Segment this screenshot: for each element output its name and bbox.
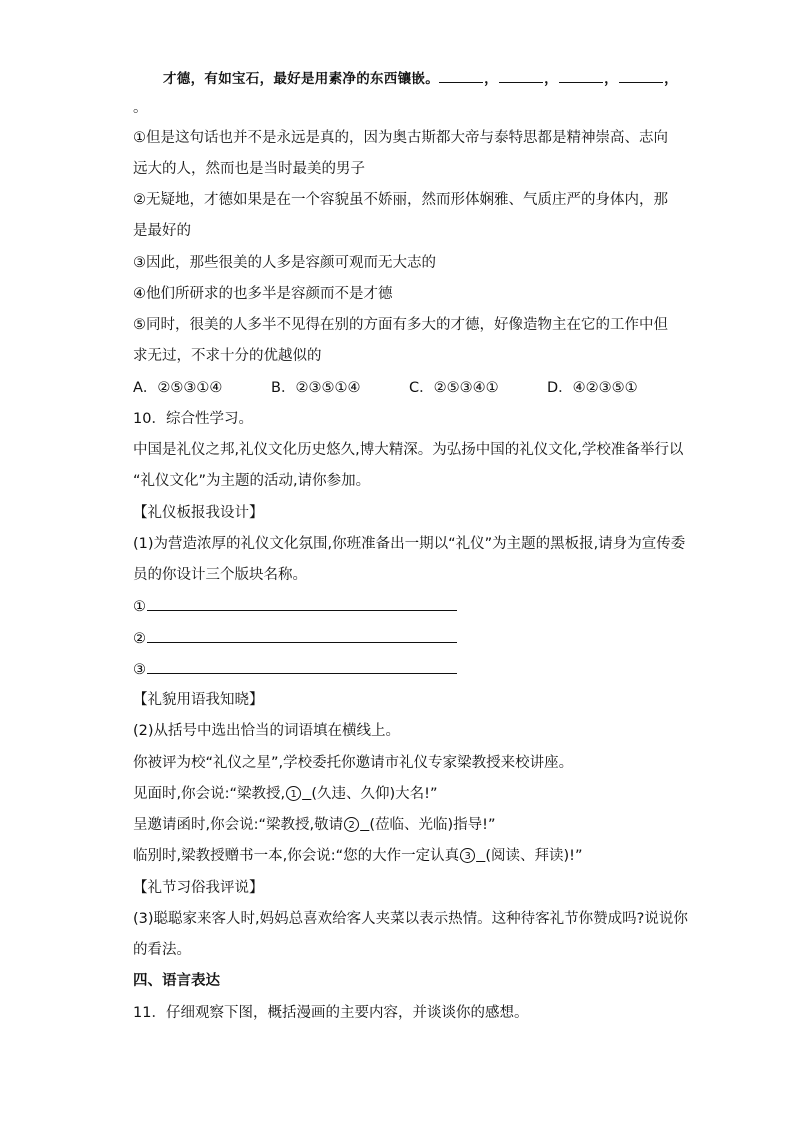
q11-text: 11．仔细观察下图，概括漫画的主要内容，并谈谈你的感想。 xyxy=(133,1005,529,1021)
answer-blank-1[interactable] xyxy=(147,596,457,611)
q9-sentence-1a: ①但是这句话也并不是永远是真的，因为奥古斯都大帝与泰特思都是精神崇高、志向 xyxy=(133,130,668,146)
comma: ， xyxy=(544,71,558,87)
q9-sentence-2b: 是最好的 xyxy=(133,223,191,239)
part1-title: 【礼仪板报我设计】 xyxy=(133,505,264,521)
part2-line-3 xyxy=(133,846,582,866)
answer-blank-2[interactable] xyxy=(147,628,457,643)
circled-number-2: 2 xyxy=(344,817,359,832)
q9-blank-2 xyxy=(499,68,543,83)
q9-sentence-2a: ②无疑地，才德如果是在一个容貌虽不娇丽，然而形体娴雅、气质庄严的身体内，那 xyxy=(133,192,668,208)
comma: ， xyxy=(604,71,618,87)
line-2-choices: (莅临、光临)指导!” xyxy=(369,817,496,833)
q9-options xyxy=(133,378,638,398)
option-c[interactable]: C．②⑤③④① xyxy=(409,380,499,396)
part2-question: (2)从括号中选出恰当的词语填在横线上。 xyxy=(133,723,401,739)
answer-label-2: ② xyxy=(133,631,146,647)
line-1-text: 见面时,你会说:“梁教授, xyxy=(133,786,286,802)
q9-sentence-3: ③因此，那些很美的人多是容颜可观而无大志的 xyxy=(133,255,436,271)
answer-blank-3[interactable] xyxy=(147,659,457,674)
option-a[interactable]: A．②⑤③①④ xyxy=(133,380,223,396)
part1-question-b: 员的你设计三个版块名称。 xyxy=(133,567,307,583)
comma: ， xyxy=(484,71,498,87)
option-b[interactable]: B．②③⑤①④ xyxy=(271,380,361,396)
line-2-text: 呈邀请函时,你会说:“梁教授,敬请 xyxy=(133,817,344,833)
q9-sentence-1b: 远大的人，然而也是当时最美的男子 xyxy=(133,161,365,177)
part3-title: 【礼节习俗我评说】 xyxy=(133,880,264,896)
answer-line-3 xyxy=(133,659,457,680)
answer-line-1 xyxy=(133,596,457,617)
q10-heading: 10．综合性学习。 xyxy=(133,411,253,427)
line-3-text: 临别时,梁教授赠书一本,你会说:“您的大作一定认真 xyxy=(133,848,460,864)
section-4-heading: 四、语言表达 xyxy=(133,973,220,989)
q9-sentence-4: ④他们所研求的也多半是容颜而不是才德 xyxy=(133,286,393,302)
q9-blank-4 xyxy=(619,68,663,83)
part2-line-1 xyxy=(133,784,437,804)
fill-blank-2[interactable] xyxy=(343,817,369,833)
part3-question-b: 的看法。 xyxy=(133,942,191,958)
part2-line-2 xyxy=(133,815,495,835)
q9-sentence-5b: 求无过，不求十分的优越似的 xyxy=(133,348,322,364)
part2-title: 【礼貌用语我知晓】 xyxy=(133,692,264,708)
answer-line-2 xyxy=(133,628,457,649)
q9-sentence-line xyxy=(163,68,679,89)
fill-blank-1[interactable] xyxy=(285,786,311,802)
fill-blank-3[interactable] xyxy=(459,848,485,864)
q10-intro-a: 中国是礼仪之邦,礼仪文化历史悠久,博大精深。为弘扬中国的礼仪文化,学校准备举行以 xyxy=(133,442,684,458)
q10-intro-b: “礼仪文化”为主题的活动,请你参加。 xyxy=(133,473,371,489)
answer-label-3: ③ xyxy=(133,662,146,678)
part3-question-a: (3)聪聪家来客人时,妈妈总喜欢给客人夹菜以表示热情。这种待客礼节你赞成吗?说说你 xyxy=(133,911,688,927)
part1-question-a: (1)为营造浓厚的礼仪文化氛围,你班准备出一期以“礼仪”为主题的黑板报,请身为宣传委 xyxy=(133,536,686,552)
q9-sentence: 才德，有如宝石，最好是用素净的东西镶嵌。 xyxy=(163,71,439,87)
part2-context: 你被评为校“礼仪之星”,学校委托你邀请市礼仪专家梁教授来校讲座。 xyxy=(133,755,574,771)
comma: ， xyxy=(664,71,678,87)
answer-label-1: ① xyxy=(133,599,146,615)
q9-sentence-5a: ⑤同时，很美的人多半不见得在别的方面有多大的才德，好像造物主在它的工作中但 xyxy=(133,317,668,333)
circled-number-1: 1 xyxy=(286,786,301,801)
line-1-choices: (久违、久仰)大名!” xyxy=(311,786,438,802)
q9-tail: 。 xyxy=(133,100,148,116)
option-d[interactable]: D．④②③⑤① xyxy=(547,380,638,396)
q9-blank-3 xyxy=(559,68,603,83)
line-3-choices: (阅读、拜读)!” xyxy=(485,848,583,864)
circled-number-3: 3 xyxy=(460,848,475,863)
q9-blank-1 xyxy=(439,68,483,83)
